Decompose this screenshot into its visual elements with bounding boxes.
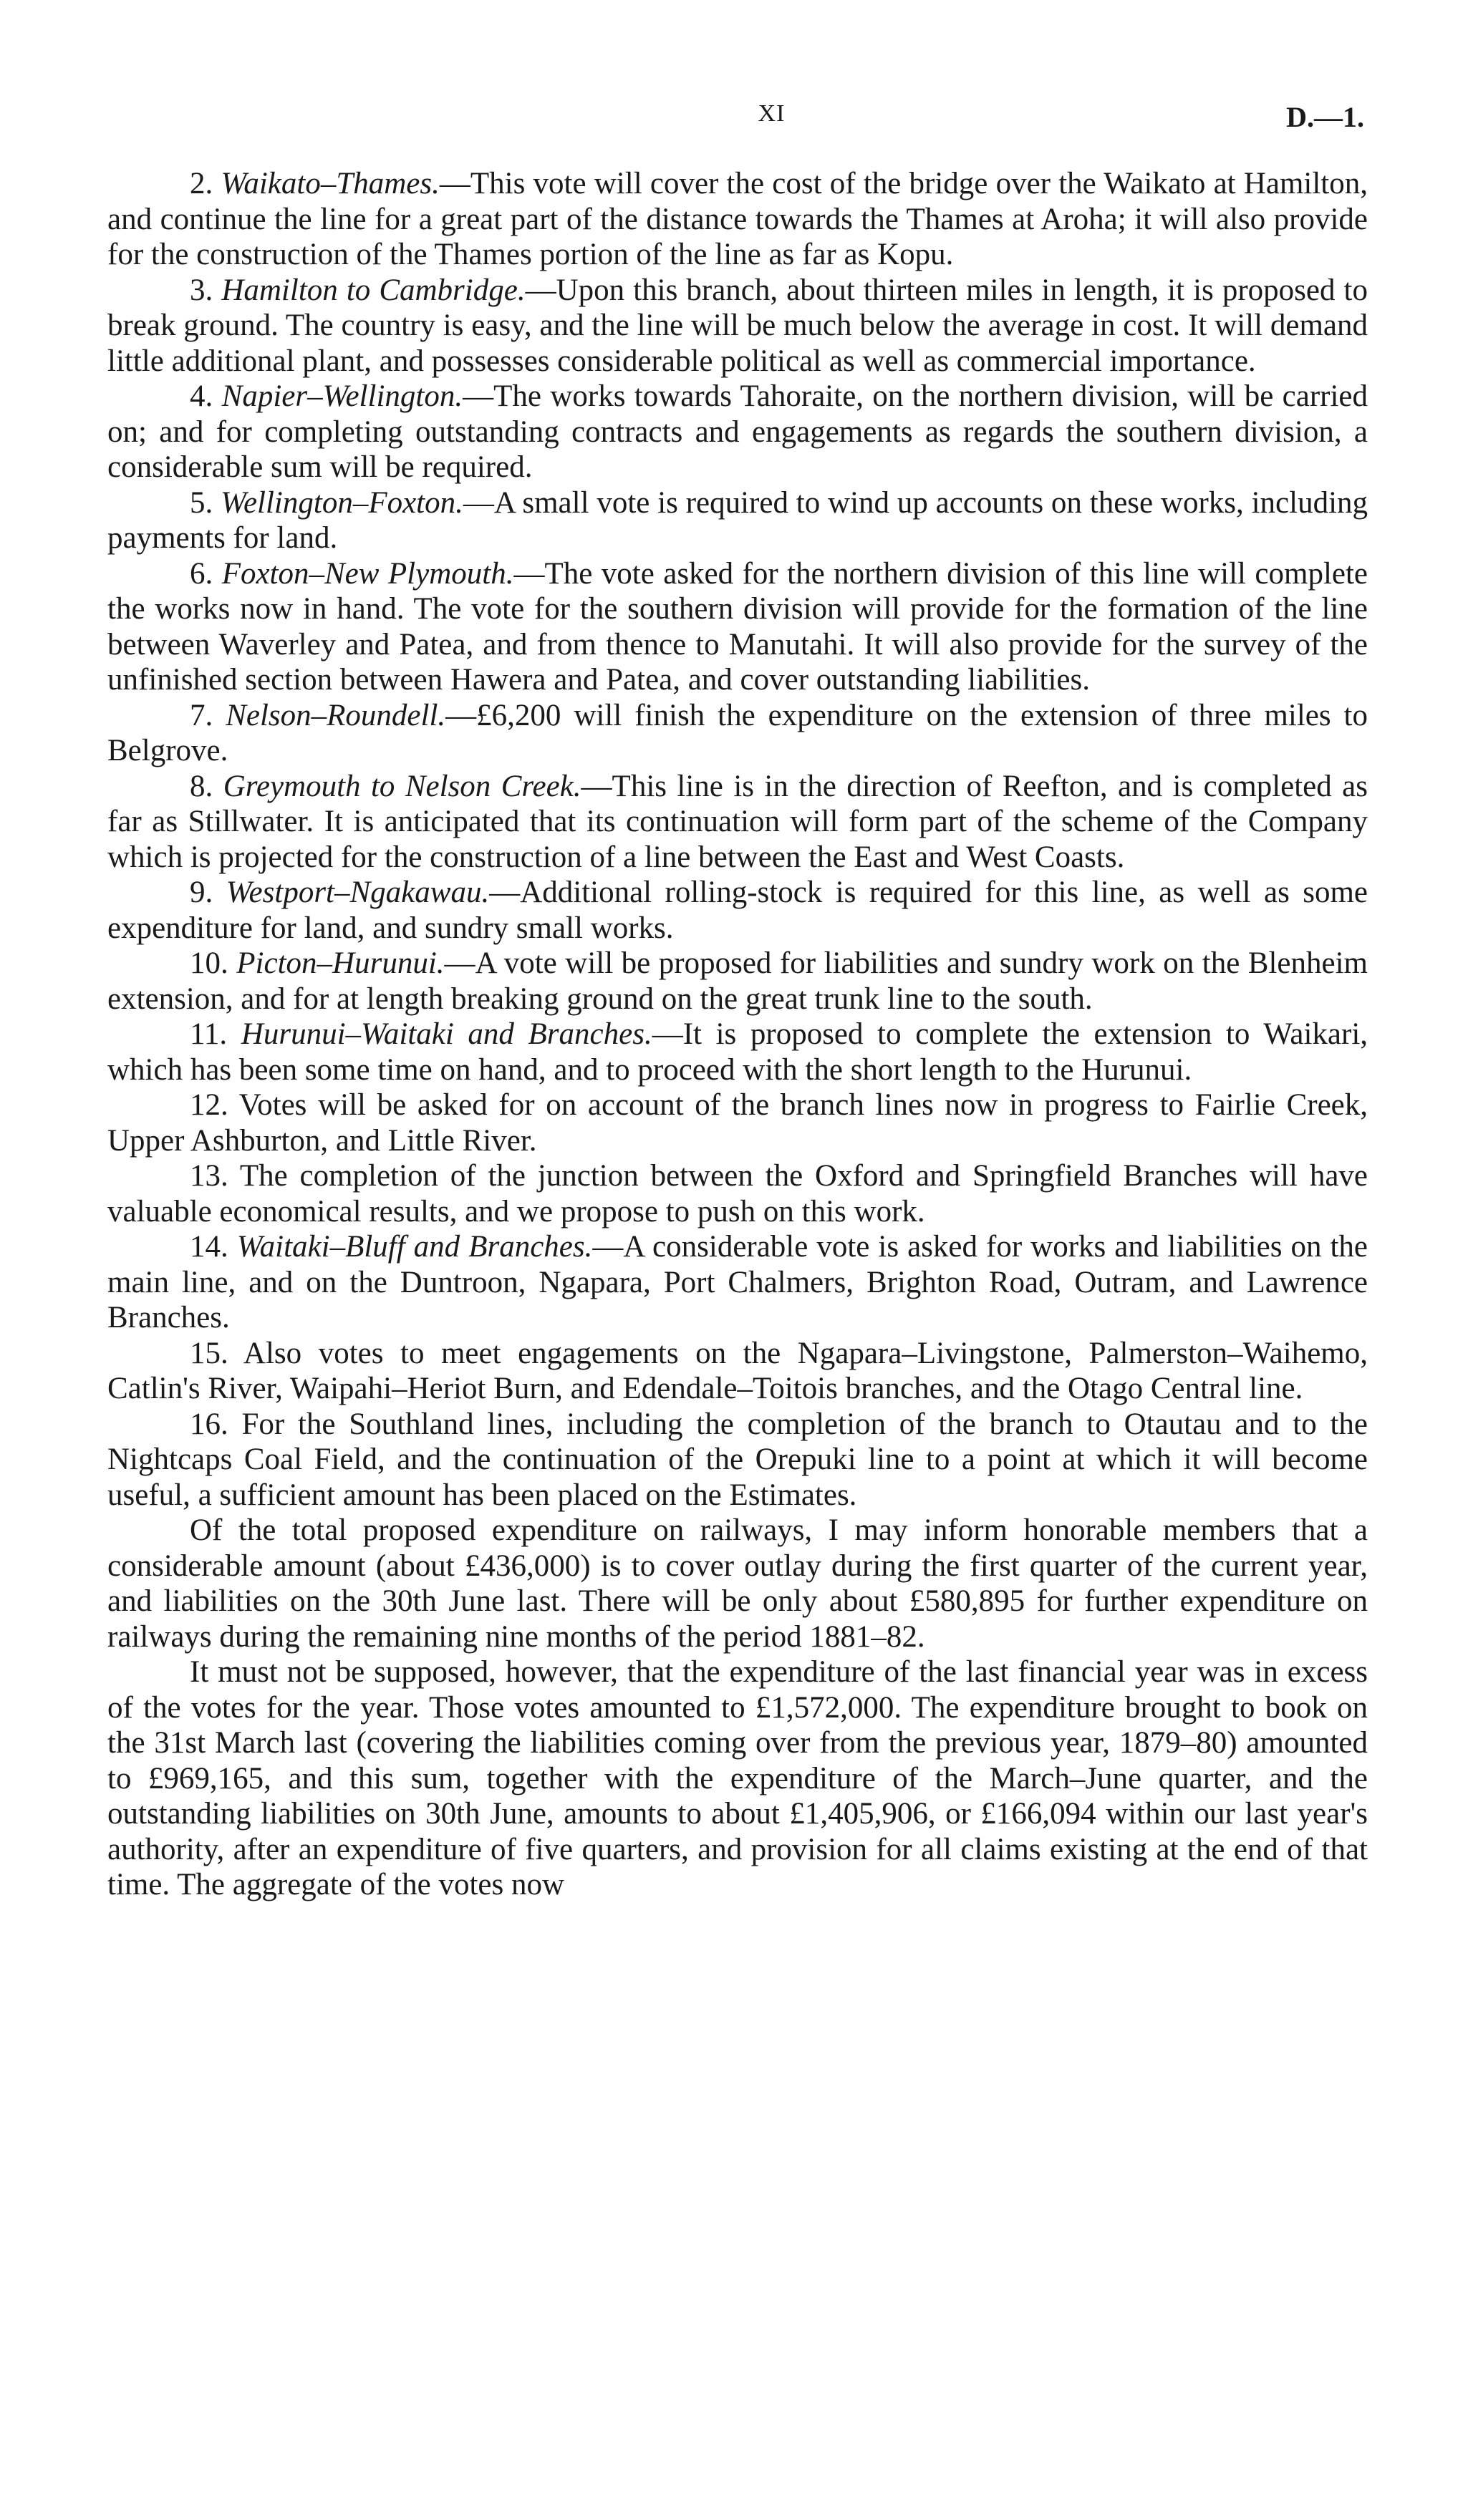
paragraph-title: Waikato–Thames. [221,167,440,200]
paragraph-number: 9. [190,876,213,909]
paragraph-title: Waitaki–Bluff and Branches. [236,1230,593,1264]
paragraph-13 [107,1158,1368,1229]
paragraph-title: Wellington–Foxton. [221,485,463,520]
paragraph-last-year [107,1654,1368,1903]
paragraph-title: Hurunui–Waitaki and Branches. [241,1017,652,1051]
paragraph-14 [107,1229,1368,1336]
paragraph-number: 10. [190,946,228,980]
paragraph-text: —Upon this branch, about thirteen miles in length, it is proposed to break ground. The country is easy, and the line will be much below the average in cost. It will demand little additional plant, and possesses considerable political as well as commercial importance. [107,273,1368,378]
paragraph-number: 8. [190,769,213,803]
paragraph-text: —This line is in the direction of Reefton, and is completed as far as Stillwater. It is anticipated that its continuation will form part of the scheme of the Company which is projected for the construction of a line between the East and West Coasts. [107,769,1368,874]
paragraph-title: Hamilton to Cambridge. [221,273,526,307]
paragraph-5 [107,485,1368,556]
paragraph-text: —It is proposed to complete the extension to Waikari, which has been some time on hand, and to proceed with the short length to the Hurunui. [107,1017,1368,1087]
paragraph-text: —A small vote is required to wind up accounts on these works, including payments for land. [107,485,1368,555]
paragraph-text: Votes will be asked for on account of the branch lines now in progress to Fairlie Creek, Upper Ashburton, and Little River. [107,1088,1368,1158]
paragraph-15 [107,1336,1368,1407]
paragraph-text: —Additional rolling-stock is required for this line, as well as some expenditure for land, and sundry small works. [107,876,1368,945]
paragraph-text: —£6,200 will finish the expenditure on the extension of three miles to Belgrove. [107,698,1368,767]
paragraph-9 [107,875,1368,946]
paragraph-text: —The vote asked for the northern division of this line will complete the works now in hand. The vote for the southern division will provide for the formation of the line between Waverley and Patea, and from thence to Manutahi. It will also provide for the survey of the unfinished section between Hawera and Patea, and cover outstanding liabilities. [107,556,1368,697]
paragraph-number: 5. [190,485,213,520]
paragraph-text: —A vote will be proposed for liabilities and sundry work on the Blenheim extension, and for at length breaking ground on the great trunk line to the south. [107,946,1368,1016]
paragraph-7 [107,698,1368,769]
paragraph-16 [107,1407,1368,1513]
paragraph-title: Greymouth to Nelson Creek. [223,769,581,803]
paragraph-number: 7. [190,698,213,732]
paragraph-title: Nelson–Roundell. [226,698,446,732]
paragraph-text: Of the total proposed expenditure on railways, I may inform honorable members that a considerable amount (about £436,000) is to cover outlay during the first quarter of the current year, and liabilities on the 30th June last. There will be only about £580,895 for further expenditure on railways during the remaining nine months of the period 1881–82. [107,1513,1368,1654]
paragraph-title: Napier–Wellington. [221,379,463,413]
paragraph-text: It must not be supposed, however, that the expenditure of the last financial year was in excess of the votes for the year. Those votes amounted to £1,572,000. The expenditure brought to book on the 31st March last (covering the liabilities coming over from the previous year, 1879–80) amounted to £969,165, and this sum, together with the expenditure of the March–June quarter, and the outstanding liabilities on 30th June, amounts to about £1,405,906, or £166,094 within our last year's authority, after an expenditure of five quarters, and provision for all claims existing at the end of that time. The aggregate of the votes now [107,1655,1368,1901]
paragraph-title: Foxton–New Plymouth. [221,556,514,591]
paragraph-number: 11. [190,1017,228,1051]
paragraph-4 [107,379,1368,485]
document-reference: D.—1. [1286,101,1364,133]
paragraph-number: 14. [190,1230,228,1264]
paragraph-text: Also votes to meet engagements on the Ngapara–Livingstone, Palmerston–Waihemo, Catlin's River, Waipahi–Heriot Burn, and Edendale–Toitois branches, and the Otago Central line. [107,1336,1368,1405]
paragraph-number: 12. [190,1088,228,1122]
paragraph-number: 3. [190,273,213,307]
paragraph-number: 13. [190,1159,228,1193]
page-header [179,100,1364,143]
paragraph-title: Westport–Ngakawau. [226,876,490,909]
paragraph-8 [107,769,1368,876]
paragraph-6 [107,556,1368,698]
paragraph-11 [107,1017,1368,1087]
paragraph-number: 6. [190,556,213,591]
paragraph-total-expenditure [107,1513,1368,1654]
paragraph-number: 2. [190,167,213,200]
paragraph-number: 16. [190,1407,228,1441]
paragraph-2 [107,166,1368,273]
paragraph-12 [107,1087,1368,1158]
paragraph-text: For the Southland lines, including the completion of the branch to Otautau and to the Nightcaps Coal Field, and the continuation of the Orepuki line to a point at which it will become useful, a sufficient amount has been placed on the Estimates. [107,1407,1368,1512]
paragraph-10 [107,946,1368,1017]
page-number: XI [758,100,786,127]
paragraph-text: —The works towards Tahoraite, on the northern division, will be carried on; and for completing outstanding contracts and engagements as regards the southern division, a considerable sum will be required. [107,379,1368,484]
paragraph-number: 15. [190,1336,228,1370]
paragraph-3 [107,273,1368,379]
paragraph-text: —A considerable vote is asked for works and liabilities on the main line, and on the Duntroon, Ngapara, Port Chalmers, Brighton Road, Outram, and Lawrence Branches. [107,1230,1368,1334]
paragraph-text: The completion of the junction between the Oxford and Springfield Branches will have valuable economical results, and we propose to push on this work. [107,1159,1368,1228]
body-text [107,166,1368,1903]
paragraph-text: —This vote will cover the cost of the bridge over the Waikato at Hamilton, and continue the line for a great part of the distance towards the Thames at Aroha; it will also provide for the construction of the Thames portion of the line as far as Kopu. [107,167,1368,271]
paragraph-number: 4. [190,379,213,413]
paragraph-title: Picton–Hurunui. [236,946,445,980]
